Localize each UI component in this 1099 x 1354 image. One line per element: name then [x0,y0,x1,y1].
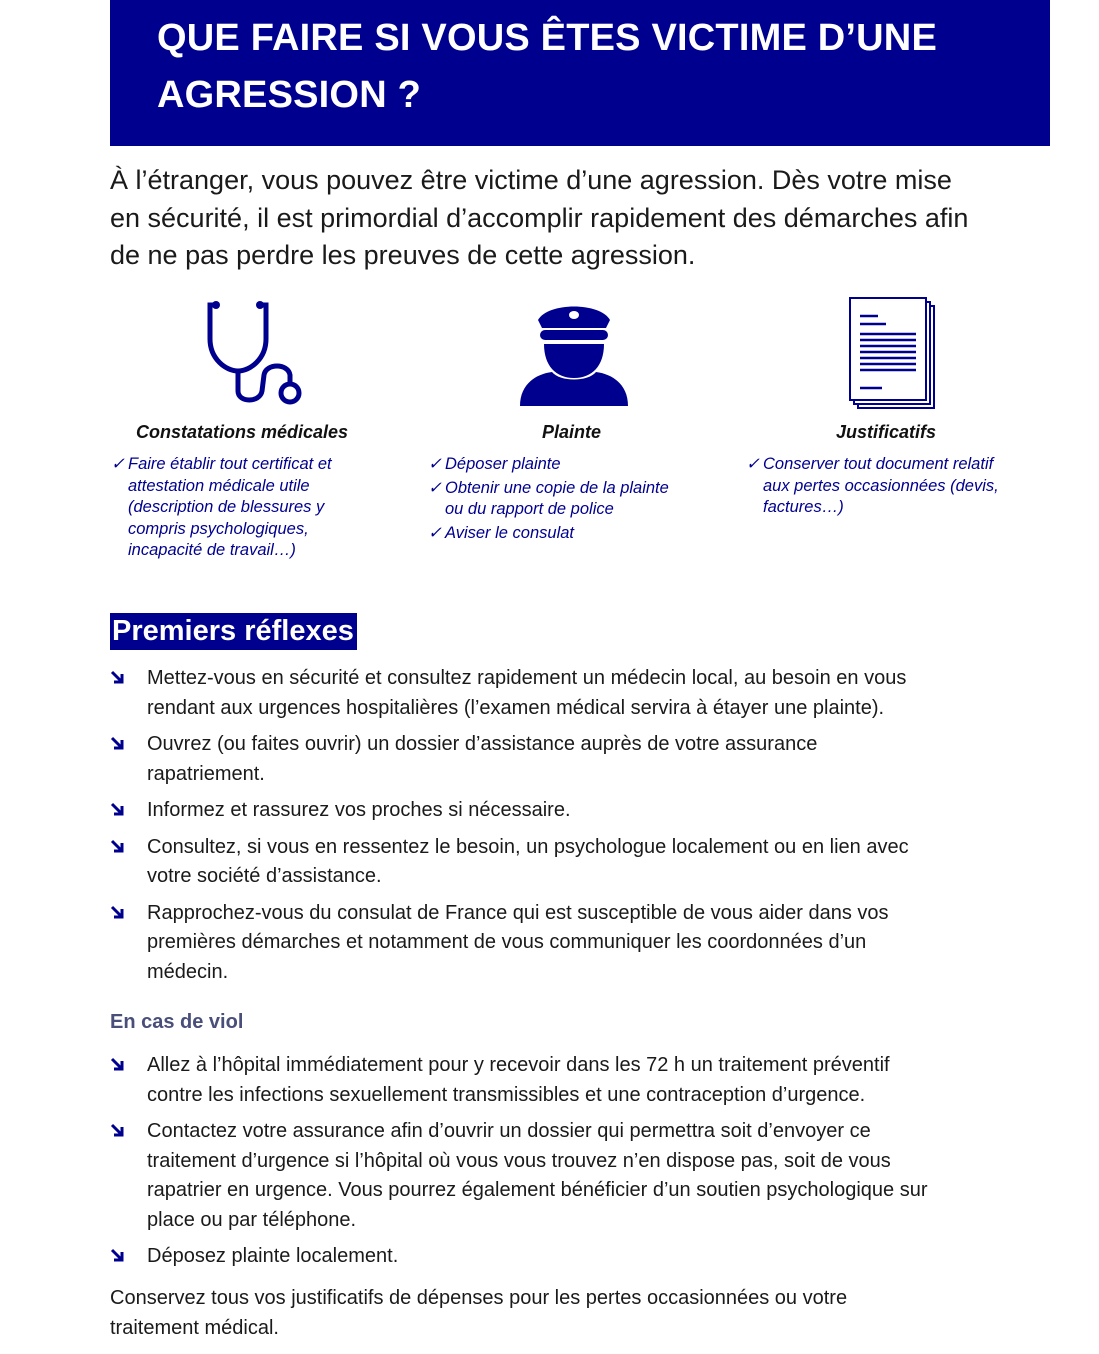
list-item-line: Déposez plainte localement. [147,1245,399,1267]
intro-line: de ne pas perdre les preuves de cette agression. [110,240,696,270]
list-item-line: Faire établir tout certificat et [128,455,332,473]
list-item [110,664,909,723]
arrow-down-right-icon [110,736,124,750]
list-item-line: (description de blessures y [128,498,325,516]
check-icon: ✓ [428,455,442,473]
list-item-line: Conserver tout document relatif [763,455,994,473]
list-item [110,1242,928,1272]
title-banner [110,0,1050,146]
card-item-list [746,454,999,519]
list-item-line: Rapprochez-vous du consulat de France qui est susceptible de vous aider dans vos [147,901,889,924]
list-item [428,523,669,545]
subheading-en-cas-de-viol: En cas de viol [110,1011,244,1033]
arrow-down-right-icon [110,1248,124,1262]
list-item [428,478,669,521]
arrow-down-right-icon [110,839,124,853]
arrow-down-right-icon [110,1123,124,1137]
premiers-reflexes-list [110,664,909,994]
list-item [428,454,669,476]
intro-line: en sécurité, il est primordial d’accomplir rapidement des démarches afin [110,202,969,233]
intro-paragraph [110,162,1060,275]
section-title-premiers-reflexes: Premiers réflexes [110,613,357,650]
list-item-line: incapacité de travail…) [128,541,296,559]
card-title: Constatations médicales [136,422,349,442]
page-title-line: QUE FAIRE SI VOUS ÊTES VICTIME D’UNE [157,17,937,59]
list-item-line: Déposer plainte [445,455,561,473]
list-item-line: ou du rapport de police [445,500,614,518]
check-icon: ✓ [111,455,125,473]
list-item-line: médecin. [147,960,229,983]
closing-paragraph [110,1284,847,1343]
list-item-line: place ou par téléphone. [147,1208,357,1231]
closing-line: Conservez tous vos justificatifs de dépenses pour les pertes occasionnées ou votre [110,1287,848,1309]
closing-line: traitement médical. [110,1316,279,1339]
card-title: Plainte [542,422,602,442]
en-cas-de-viol-list [110,1051,928,1279]
arrow-down-right-icon [110,670,124,684]
list-item [110,899,909,988]
list-item-line: rapatriement. [147,762,265,785]
arrow-down-right-icon [110,802,124,816]
list-item [110,833,909,892]
list-item [110,1117,928,1235]
list-item-line: Consultez, si vous en ressentez le besoin, un psychologue localement ou en lien avec [147,835,909,858]
list-item-line: votre société d’assistance. [147,865,382,887]
list-item-line: rendant aux urgences hospitalières (l’examen médical servira à étayer une plainte). [147,696,885,719]
police-officer-icon [518,298,630,406]
card-item-list [111,454,332,562]
list-item-line: Mettez-vous en sécurité et consultez rapidement un médecin local, au besoin en vous [147,667,907,689]
list-item-line: factures…) [763,498,844,516]
check-icon: ✓ [428,478,442,497]
list-item-line: attestation médicale utile [128,476,310,495]
list-item-line: Ouvrez (ou faites ouvrir) un dossier d’assistance auprès de votre assurance [147,733,818,755]
arrow-down-right-icon [110,905,124,919]
list-item-line: compris psychologiques, [128,519,309,538]
list-item [746,454,999,519]
list-item [111,454,332,562]
page-title-line: AGRESSION ? [157,74,422,116]
check-icon: ✓ [428,523,442,542]
document-icon [848,296,940,412]
check-icon: ✓ [746,455,760,473]
list-item-line: traitement d’urgence si l’hôpital où vous vous trouvez n’en dispose pas, soit de vous [147,1149,891,1172]
page-title [157,10,1050,124]
list-item-line: Informez et rassurez vos proches si nécessaire. [147,799,571,821]
list-item-line: Contactez votre assurance afin d’ouvrir un dossier qui permettra soit d’envoyer ce [147,1120,871,1142]
list-item-line: Aviser le consulat [445,523,575,542]
list-item [110,730,909,789]
list-item [110,1051,928,1110]
list-item-line: rapatrier en urgence. Vous pourrez également bénéficier d’un soutien psychologique sur [147,1179,928,1201]
list-item [110,796,909,826]
stethoscope-icon [202,297,312,412]
list-item-line: contre les infections sexuellement transmissibles et une contraception d’urgence. [147,1083,866,1106]
list-item-line: aux pertes occasionnées (devis, [763,476,999,495]
list-item-line: Allez à l’hôpital immédiatement pour y recevoir dans les 72 h un traitement préventif [147,1054,890,1076]
card-title: Justificatifs [836,422,937,442]
intro-line: À l’étranger, vous pouvez être victime d’une agression. Dès votre mise [110,165,952,195]
arrow-down-right-icon [110,1057,124,1071]
list-item-line: premières démarches et notamment de vous communiquer les coordonnées d’un [147,931,867,953]
card-item-list [428,454,669,544]
list-item-line: Obtenir une copie de la plainte [445,478,669,497]
